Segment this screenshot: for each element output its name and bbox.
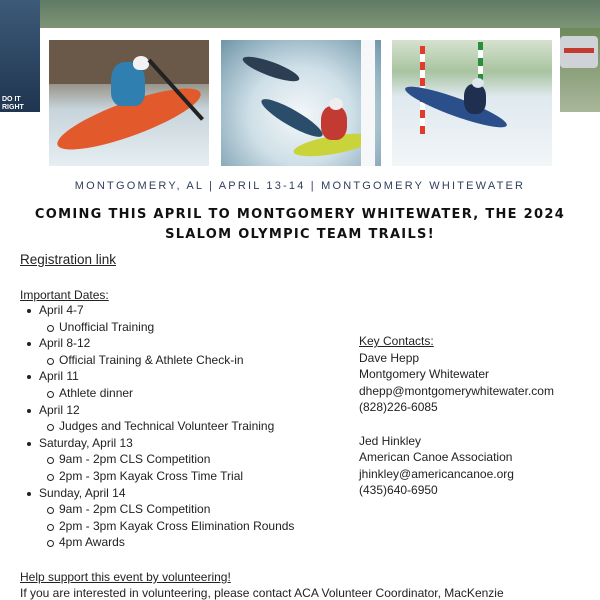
date-subitem: Unofficial Training (20, 319, 350, 336)
trailer-image (560, 36, 598, 68)
contact-name: Jed Hinkley (359, 433, 422, 448)
contact-email[interactable]: jhinkley@americancanoe.org (359, 466, 514, 481)
date-subitem: 4pm Awards (20, 534, 350, 551)
volunteer-text: If you are interested in volunteering, please contact ACA Volunteer Coordinator, MacKenzie (20, 586, 504, 600)
photo-slalom-gates (392, 40, 552, 166)
date-item: April 4-7 (20, 302, 350, 319)
volunteer-title[interactable]: Help support this event by volunteering! (20, 570, 231, 584)
date-item: Saturday, April 13 (20, 435, 350, 452)
banner-right-scene (558, 28, 600, 112)
contact-phone[interactable]: (435)640-6950 (359, 483, 438, 498)
date-subitem: 9am - 2pm CLS Competition (20, 451, 350, 468)
helmet-shape (329, 98, 343, 110)
contact-gap (359, 416, 594, 433)
date-subitem: Judges and Technical Volunteer Training (20, 418, 350, 435)
paddler-shape (464, 84, 486, 114)
kayak-shape (240, 52, 301, 86)
contact-name: Dave Hepp (359, 350, 420, 365)
date-subitem: 2pm - 3pm Kayak Cross Elimination Rounds (20, 518, 350, 535)
paddler-shape (321, 106, 347, 140)
date-item: April 11 (20, 368, 350, 385)
kayak-shape (402, 80, 510, 134)
pole-shape (361, 40, 375, 166)
photo-kayaker-orange (49, 40, 209, 166)
headline-line-1: COMING THIS APRIL TO MONTGOMERY WHITEWATER, THE 2024 (34, 207, 566, 222)
date-subitem: 2pm - 3pm Kayak Cross Time Trial (20, 468, 350, 485)
banner-left-sign-text: DO IT RIGHT (2, 96, 24, 111)
important-dates-list (20, 302, 350, 551)
contact-email[interactable]: dhepp@montgomerywhitewater.com (359, 383, 554, 398)
date-subitem: 9am - 2pm CLS Competition (20, 501, 350, 518)
event-headline (30, 205, 570, 245)
kayak-shape (258, 94, 327, 143)
helmet-shape (133, 56, 149, 70)
date-item: Sunday, April 14 (20, 485, 350, 502)
important-dates-title: Important Dates: (20, 288, 109, 302)
key-contacts (359, 333, 594, 499)
contact-org: Montgomery Whitewater (359, 367, 490, 382)
banner-left-sign (0, 0, 40, 112)
helmet-shape (472, 78, 484, 88)
event-subhead: MONTGOMERY, AL | APRIL 13-14 | MONTGOMERY WHITEWATER (74, 180, 526, 192)
date-item: April 12 (20, 402, 350, 419)
date-subitem: Athlete dinner (20, 385, 350, 402)
date-item: April 8-12 (20, 335, 350, 352)
contact-org: American Canoe Association (359, 450, 513, 465)
photo-slalom-group (221, 40, 381, 166)
contact-phone[interactable]: (828)226-6085 (359, 400, 438, 415)
date-subitem: Official Training & Athlete Check-in (20, 352, 350, 369)
key-contacts-title: Key Contacts: (359, 334, 434, 348)
headline-line-2: SLALOM OLYMPIC TEAM TRAILS! (165, 227, 435, 242)
registration-link[interactable]: Registration link (20, 252, 117, 267)
